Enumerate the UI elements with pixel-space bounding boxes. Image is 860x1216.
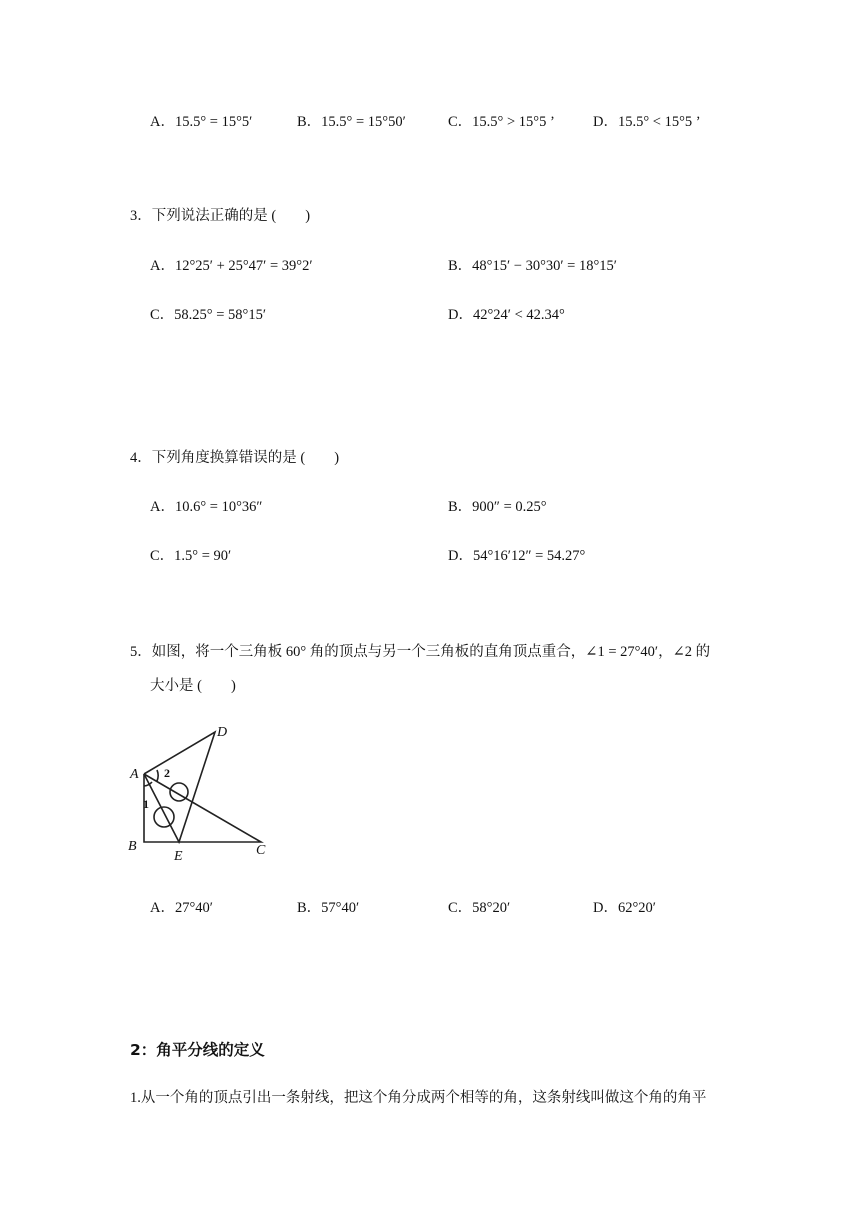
q2-option-d: D．15.5° < 15°5 ’: [593, 114, 701, 130]
q3-stem: 3．下列说法正确的是 ( ): [130, 208, 311, 224]
label-d: D: [217, 725, 228, 740]
q5-stem-line2: 大小是 ( ): [150, 678, 236, 694]
label-e: E: [174, 849, 183, 864]
q3-option-d: D．42°24′ < 42.34°: [448, 307, 565, 323]
q4-option-a: A．10.6° = 10°36″: [150, 499, 263, 515]
label-angle-1: 1: [143, 797, 149, 811]
q5-triangle-figure: [124, 722, 274, 864]
q3-option-b: B．48°15′ − 30°30′ = 18°15′: [448, 258, 617, 274]
angle-2-arc: [157, 770, 158, 781]
section-paragraph: 1.从一个角的顶点引出一条射线，把这个角分成两个相等的角，这条射线叫做这个角的角平: [130, 1090, 707, 1106]
q2-option-c: C．15.5° > 15°5 ’: [448, 114, 555, 130]
label-b: B: [128, 839, 137, 854]
q4-option-d: D．54°16′12″ = 54.27°: [448, 548, 586, 564]
q4-option-b: B．900″ = 0.25°: [448, 499, 547, 515]
label-a: A: [130, 767, 139, 782]
q5-option-c: C．58°20′: [448, 900, 511, 916]
triangle-hole-circle: [170, 783, 188, 801]
q4-option-c: C．1.5° = 90′: [150, 548, 232, 564]
q2-option-b: B．15.5° = 15°50′: [297, 114, 406, 130]
label-c: C: [256, 843, 266, 858]
q2-option-a: A．15.5° = 15°5′: [150, 114, 253, 130]
q5-option-a: A．27°40′: [150, 900, 213, 916]
label-angle-2: 2: [164, 766, 170, 780]
q3-option-a: A．12°25′ + 25°47′ = 39°2′: [150, 258, 313, 274]
q4-stem: 4．下列角度换算错误的是 ( ): [130, 450, 340, 466]
section-heading: 2：角平分线的定义: [130, 1041, 265, 1059]
q5-option-d: D．62°20′: [593, 900, 656, 916]
q3-option-c: C．58.25° = 58°15′: [150, 307, 266, 323]
q5-option-b: B．57°40′: [297, 900, 360, 916]
triangle-hole-circle: [154, 807, 174, 827]
q5-stem-line1: 5．如图，将一个三角板 60° 角的顶点与另一个三角板的直角顶点重合，∠1 = 27°40′，∠2 的: [130, 644, 711, 660]
triangle-ade: [144, 732, 215, 842]
